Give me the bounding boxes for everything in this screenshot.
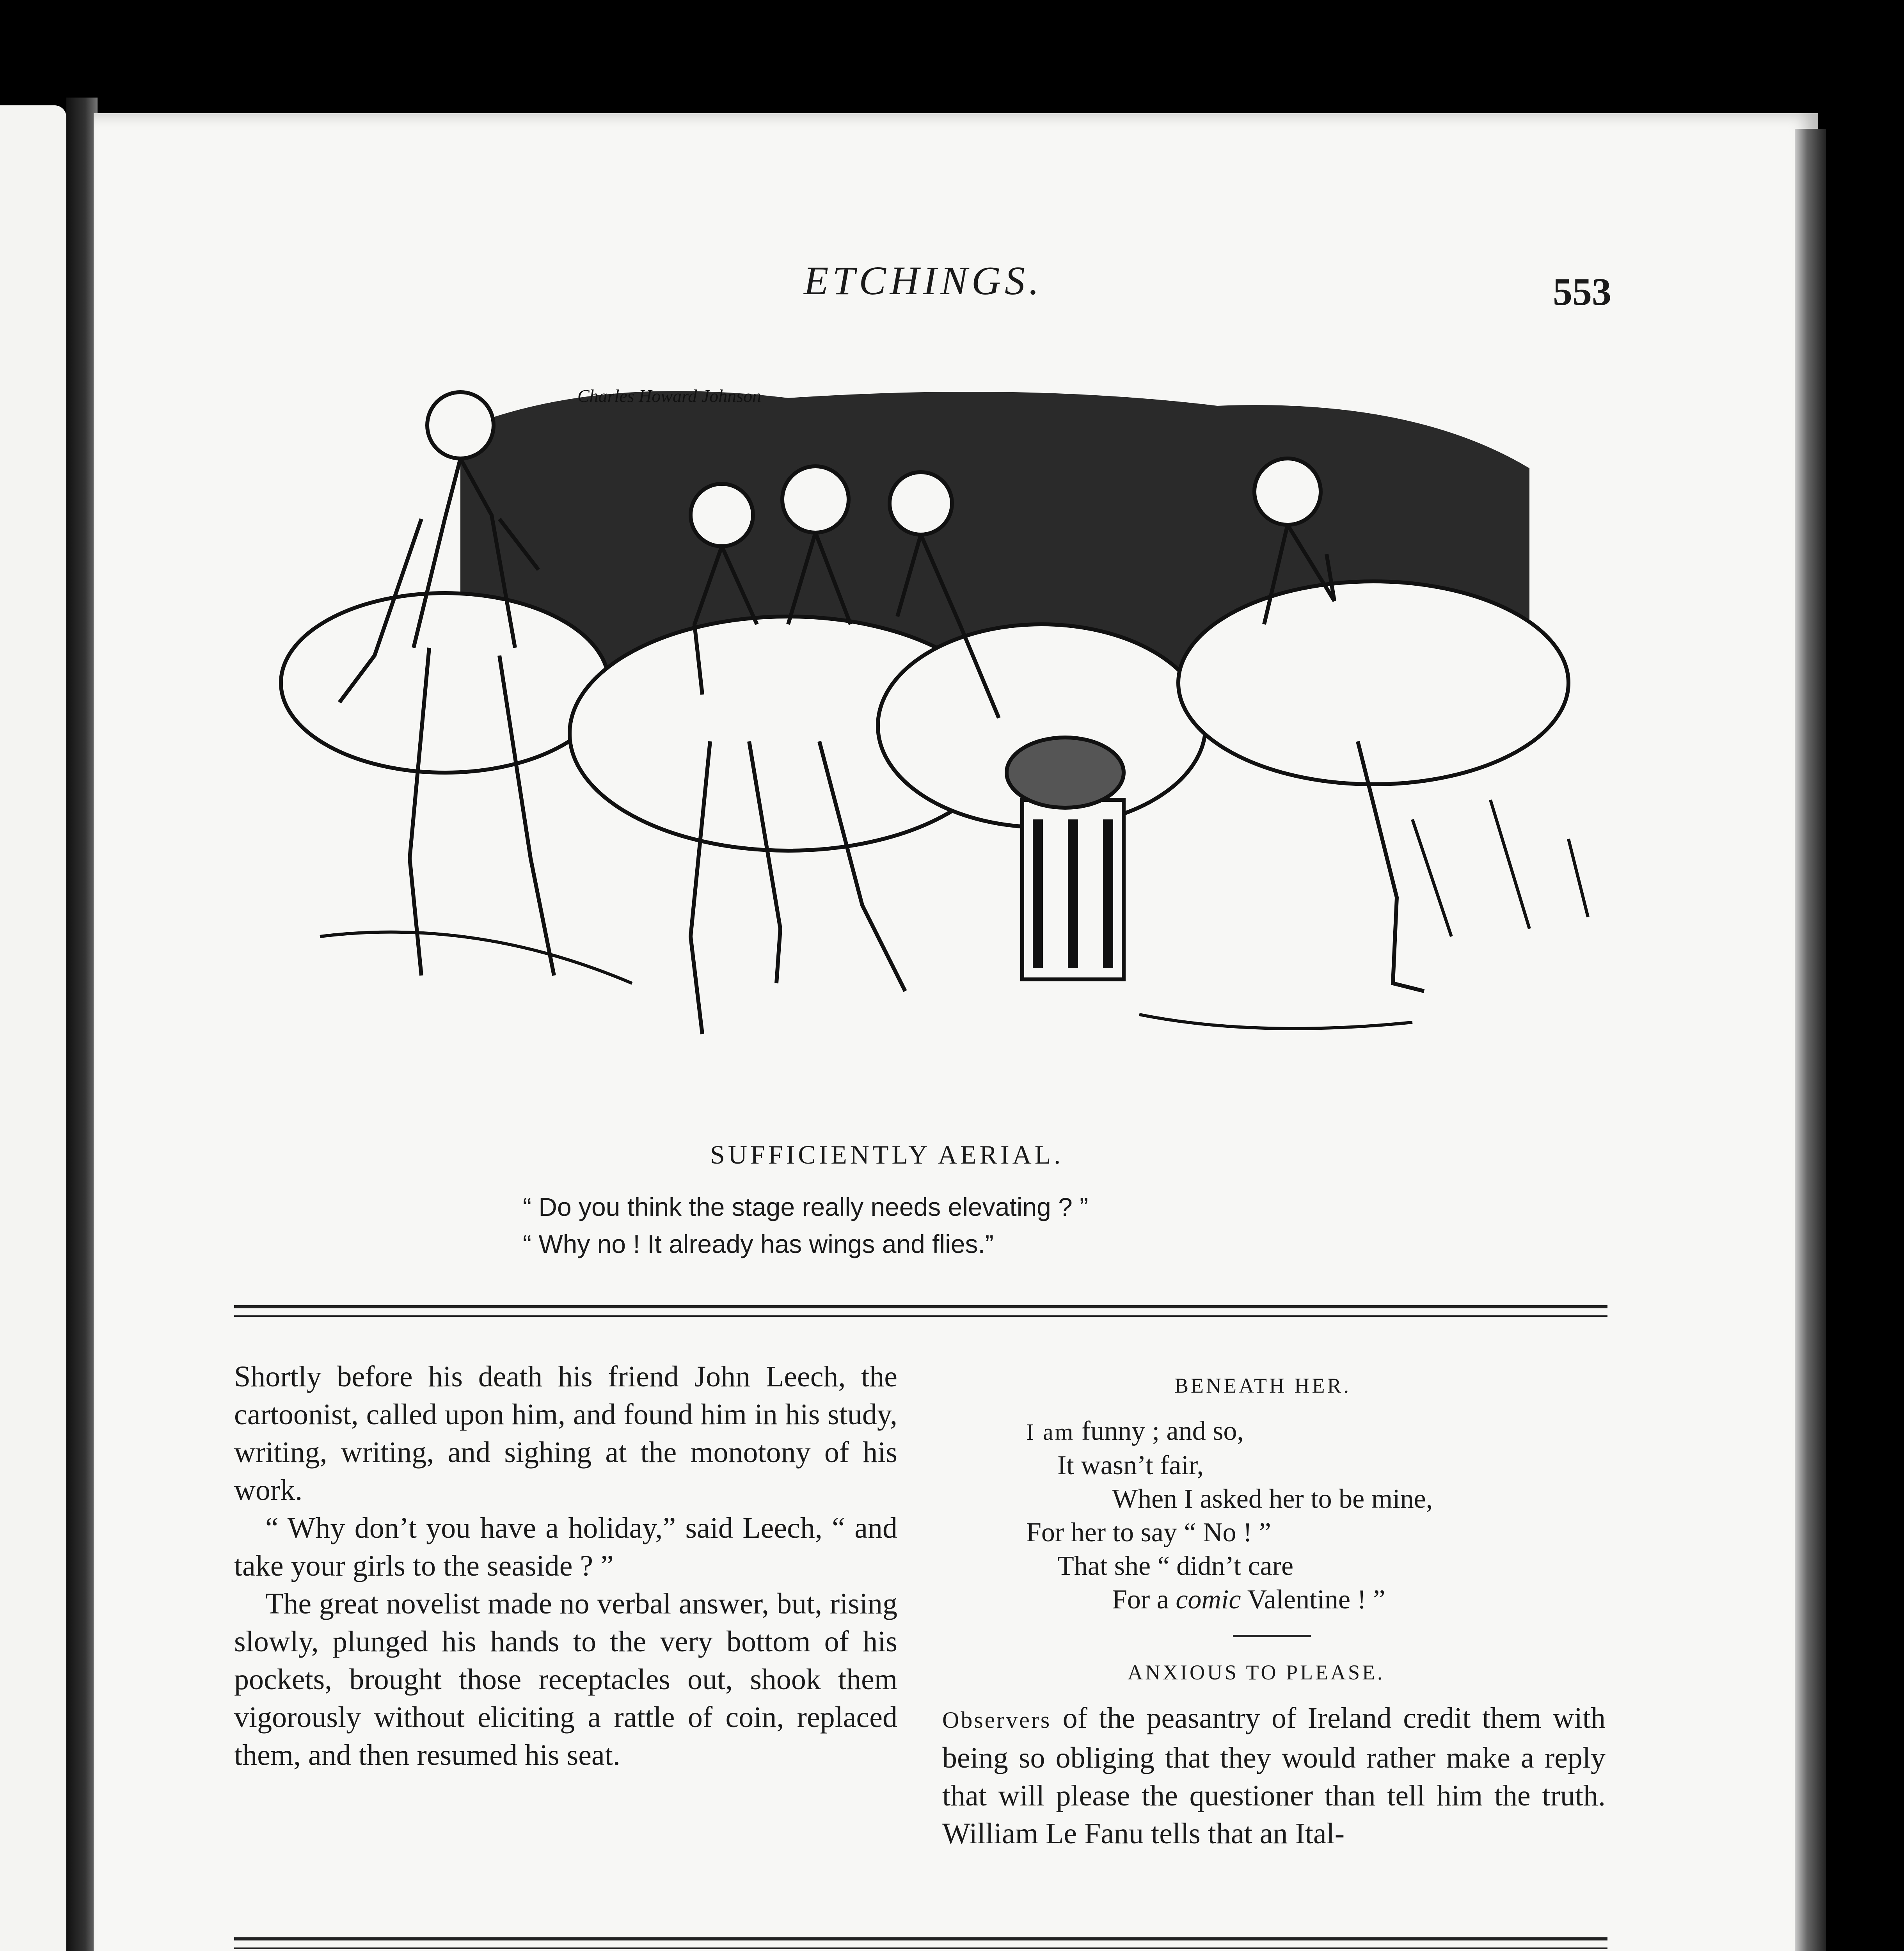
cartoon-caption-line-2: “ Why no ! It already has wings and flies.” xyxy=(523,1230,994,1258)
paragraph: Observers of the peasantry of Ireland credit them with being so obliging that they would rather make a reply that will please the questioner than tell him the truth. William Le Fanu tells that an Ital- xyxy=(942,1702,1606,1850)
lead-caps: Observers xyxy=(942,1707,1051,1733)
right-column-text xyxy=(942,1699,1606,1853)
cartoon-title: SUFFICIENTLY AERIAL. xyxy=(710,1140,1064,1169)
short-divider xyxy=(1233,1635,1311,1637)
poem-line-rest: funny ; and so, xyxy=(1075,1416,1244,1446)
section-rule-top xyxy=(234,1305,1607,1317)
poem-line: It wasn’t fair, xyxy=(1057,1450,1204,1480)
book-spine xyxy=(66,98,98,1951)
poem-line: When I asked her to be mine, xyxy=(1112,1484,1433,1514)
paragraph: The great novelist made no verbal answer, but, rising slowly, plunged his hands to the very bottom of his pockets, brought those receptacles out, shook them vigorously without eliciting a rattle of coin, replaced them, and then resumed his seat. xyxy=(234,1587,897,1772)
poem xyxy=(1026,1414,1433,1617)
poem-line-caps: I am xyxy=(1026,1419,1075,1445)
section-rule-bottom xyxy=(234,1937,1607,1949)
poem-line: That she “ didn’t care xyxy=(1057,1551,1294,1581)
page-edge xyxy=(1795,129,1826,1951)
poem-heading: BENEATH HER. xyxy=(1174,1374,1351,1397)
poem-line xyxy=(1026,1414,1433,1449)
poem-line: For her to say “ No ! ” xyxy=(1026,1517,1271,1548)
anxious-heading: ANXIOUS TO PLEASE. xyxy=(1128,1661,1385,1684)
paragraph: Shortly before his death his friend John Leech, the cartoonist, called upon him, and found him in his study, writing, writing, and sighing at the monotony of his work. xyxy=(234,1360,897,1507)
running-title: ETCHINGS. xyxy=(804,258,1043,303)
previous-page-edge xyxy=(0,105,66,1951)
cartoon-caption-line-1: “ Do you think the stage really needs elevating ? ” xyxy=(523,1192,1089,1221)
paragraph: “ Why don’t you have a holiday,” said Leech, “ and take your girls to the seaside ? ” xyxy=(234,1512,897,1582)
poem-emphasis: comic xyxy=(1176,1585,1241,1615)
artist-signature: Charles Howard Johnson xyxy=(577,386,762,406)
poem-line: For a comic Valentine ! ” xyxy=(1112,1585,1385,1615)
left-column-text xyxy=(234,1358,897,1774)
dancers-illustration xyxy=(242,351,1623,1132)
page-number: 553 xyxy=(1553,270,1611,313)
